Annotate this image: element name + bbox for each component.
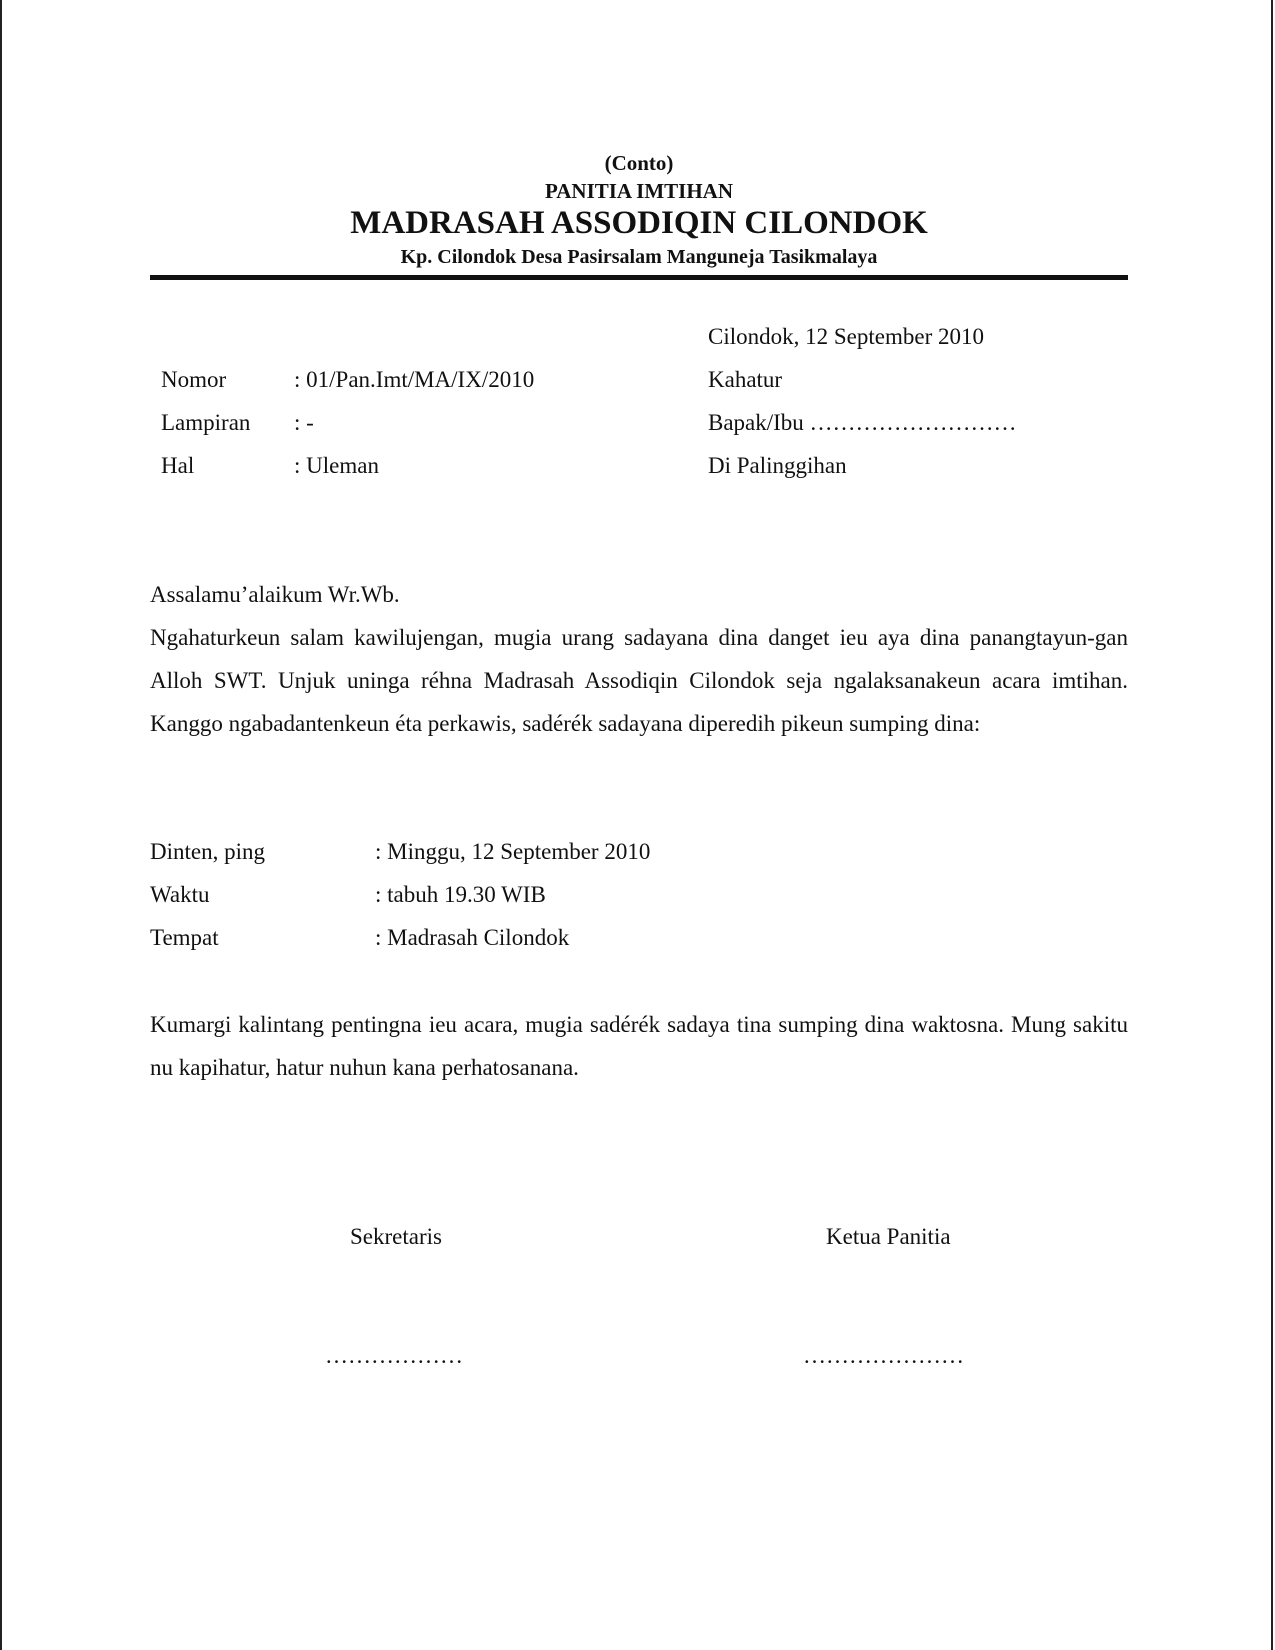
page-border-left	[0, 0, 2, 1650]
meta-label-hal: Hal	[161, 453, 195, 478]
page-border-right	[1271, 0, 1273, 1650]
salutation: Assalamu’alaikum Wr.Wb.	[150, 582, 400, 607]
detail-label-day: Dinten, ping	[150, 839, 265, 864]
closing-paragraph: Kumargi kalintang pentingna ieu acara, mugia sadérék sadaya tina sumping dina waktosna. Mung sakitu nu kapihatur, hatur nuhun kana perhatosanana.	[150, 1012, 1128, 1080]
recipient-location: Di Palinggihan	[708, 453, 847, 478]
detail-value-time: : tabuh 19.30 WIB	[375, 882, 546, 907]
place-date: Cilondok, 12 September 2010	[708, 324, 984, 349]
detail-value-day: : Minggu, 12 September 2010	[375, 839, 651, 864]
meta-value-lampiran: : -	[294, 410, 314, 435]
meta-value-hal: : Uleman	[294, 453, 379, 478]
meta-label-nomor: Nomor	[161, 367, 227, 392]
signature-title-secretary: Sekretaris	[350, 1224, 442, 1249]
institution-name: MADRASAH ASSODIQIN CILONDOK	[350, 205, 928, 241]
opening-paragraph: Ngahaturkeun salam kawilujengan, mugia urang sadayana dina danget ieu aya dina panangtayun-gan Alloh SWT. Unjuk uninga réhna Madrasah Assodiqin Cilondok seja ngalaksanakeun acara imtihan. Kanggo ngabadantenkeun éta perkawis, sadérék sadayana diperedih pikeun sumping dina:	[150, 625, 1128, 736]
meta-value-nomor: : 01/Pan.Imt/MA/IX/2010	[294, 367, 535, 392]
example-mark: (Conto)	[604, 151, 674, 175]
signature-title-chair: Ketua Panitia	[826, 1224, 951, 1249]
meta-label-lampiran: Lampiran	[161, 410, 251, 435]
signature-line-secretary: ………………	[325, 1343, 463, 1368]
signature-line-chair: …………………	[803, 1343, 964, 1368]
detail-value-place: : Madrasah Cilondok	[375, 925, 570, 950]
detail-label-place: Tempat	[150, 925, 219, 950]
recipient-addressee: Bapak/Ibu ………………………	[708, 410, 1017, 435]
detail-label-time: Waktu	[150, 882, 210, 907]
institution-address: Kp. Cilondok Desa Pasirsalam Manguneja Tasikmalaya	[400, 246, 878, 268]
committee-name: PANITIA IMTIHAN	[544, 179, 734, 203]
recipient-greeting: Kahatur	[708, 367, 783, 392]
letterhead-rule	[150, 275, 1128, 280]
